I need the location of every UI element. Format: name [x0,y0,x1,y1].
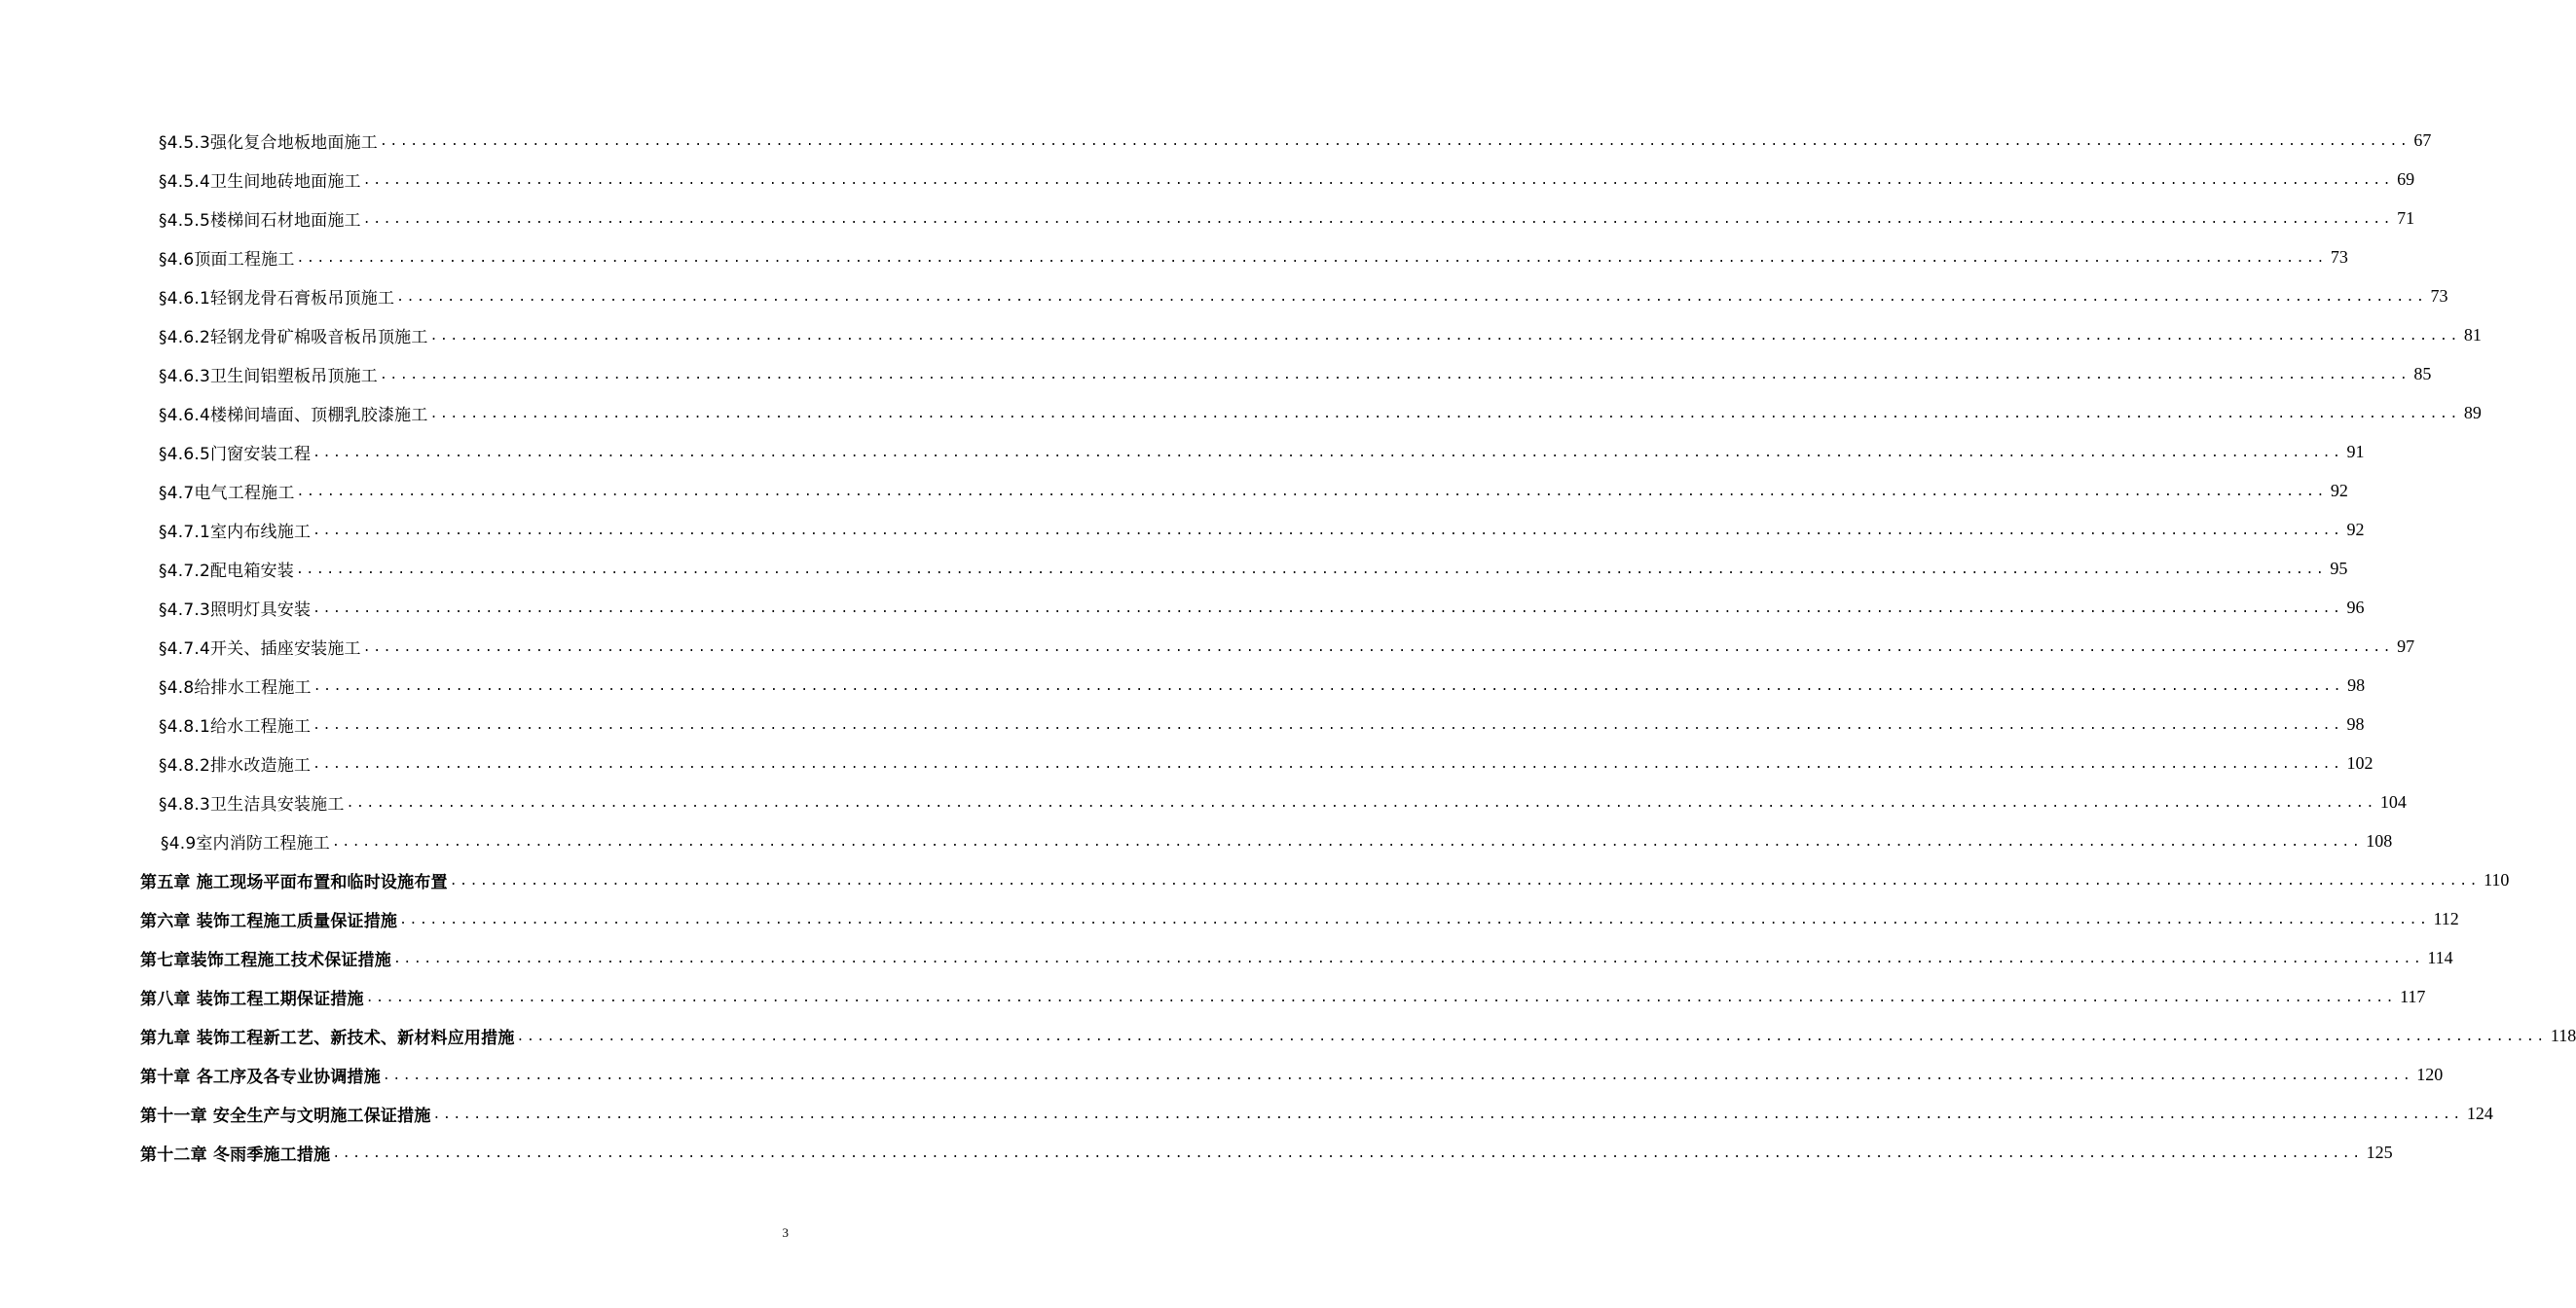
toc-entry-page: 95 [2330,558,2348,578]
toc-entry-title: §4.6.4楼梯间墙面、顶棚乳胶漆施工 [159,405,428,425]
toc-entry-title: 第七章装饰工程施工技术保证措施 [140,950,391,970]
toc-entry-page: 120 [2416,1064,2444,1084]
toc-entry-title: §4.6顶面工程施工 [159,249,295,270]
toc-chapter-entry[interactable] [0,899,2459,938]
toc-entry-page: 89 [2463,402,2482,422]
toc-chapter-entry[interactable] [0,938,2453,977]
toc-entry-page: 108 [2366,830,2393,851]
toc-chapter-entry[interactable] [0,977,2426,1016]
toc-entry-page: 92 [2346,519,2365,539]
table-of-contents [0,121,2576,1172]
toc-dot-leader: ........................................................................................................................................................................................................ [362,172,2394,188]
toc-entry[interactable] [0,121,2432,160]
toc-entry-title: §4.7.3照明灯具安装 [159,600,312,620]
toc-entry-page: 118 [2550,1025,2576,1045]
toc-entry[interactable] [0,588,2365,627]
toc-entry-page: 117 [2400,986,2426,1006]
toc-entry-page: 97 [2397,636,2415,656]
toc-entry-title: §4.6.5门窗安装工程 [159,444,312,464]
toc-entry-page: 98 [2346,713,2365,734]
toc-chapter-entry[interactable] [0,1133,2393,1172]
toc-entry-title: 第六章 装饰工程施工质量保证措施 [140,911,398,931]
toc-entry-title: 第五章 施工现场平面布置和临时设施布置 [140,872,448,892]
toc-dot-leader: ........................................................................................................................................................................................................ [313,717,2343,733]
toc-entry[interactable] [0,315,2482,354]
toc-chapter-entry[interactable] [0,1055,2444,1094]
toc-dot-leader: ........................................................................................................................................................................................................ [396,289,2427,305]
toc-dot-leader: ........................................................................................................................................................................................................ [379,367,2410,382]
toc-dot-leader: ........................................................................................................................................................................................................ [429,328,2460,344]
toc-entry-page: 73 [2330,246,2348,267]
toc-dot-leader: ........................................................................................................................................................................................................ [449,873,2481,889]
toc-entry[interactable] [0,354,2432,393]
toc-entry-page: 81 [2463,324,2482,345]
toc-dot-leader: ........................................................................................................................................................................................................ [332,1145,2363,1161]
toc-entry-title: 第十二章 冬雨季施工措施 [140,1144,331,1165]
toc-dot-leader: ........................................................................................................................................................................................................ [362,639,2394,655]
page-number: 3 [782,1225,789,1240]
toc-dot-leader: ........................................................................................................................................................................................................ [346,795,2376,811]
toc-entry-title: §4.5.5楼梯间石材地面施工 [159,210,361,231]
toc-dot-leader: ........................................................................................................................................................................................................ [379,133,2410,149]
toc-entry[interactable] [0,627,2415,666]
toc-entry-page: 85 [2413,363,2432,383]
toc-entry-page: 71 [2397,207,2415,228]
toc-entry-title: §4.7.4开关、插座安装施工 [159,638,361,659]
toc-entry[interactable] [0,549,2348,588]
toc-entry-page: 125 [2366,1142,2393,1162]
toc-entry-page: 102 [2346,752,2374,773]
toc-entry-title: 第十章 各工序及各专业协调措施 [140,1067,381,1087]
toc-entry-title: 第九章 装饰工程新工艺、新技术、新材料应用措施 [140,1028,515,1048]
toc-entry-title: §4.6.3卫生间铝塑板吊顶施工 [159,366,378,386]
toc-dot-leader: ........................................................................................................................................................................................................ [382,1068,2413,1083]
toc-entry[interactable] [0,276,2448,315]
toc-entry-page: 96 [2346,597,2365,617]
toc-entry-title: §4.6.2轻钢龙骨矿棉吸音板吊顶施工 [159,327,428,347]
toc-entry-title: §4.6.1轻钢龙骨石膏板吊顶施工 [159,288,395,309]
toc-entry-title: 第八章 装饰工程工期保证措施 [140,989,364,1009]
toc-entry[interactable] [0,666,2366,705]
toc-entry-page: 104 [2379,791,2407,812]
toc-entry[interactable] [0,782,2407,821]
toc-entry-title: §4.5.3强化复合地板地面施工 [159,132,378,153]
toc-dot-leader: ........................................................................................................................................................................................................ [429,406,2460,421]
toc-dot-leader: ........................................................................................................................................................................................................ [331,834,2363,850]
toc-entry[interactable] [0,471,2348,510]
toc-chapter-entry[interactable] [0,860,2510,899]
toc-entry-title: §4.9室内消防工程施工 [161,833,330,854]
toc-dot-leader: ........................................................................................................................................................................................................ [313,756,2343,772]
toc-entry[interactable] [0,160,2415,199]
toc-entry-page: 112 [2433,908,2459,928]
toc-dot-leader: ........................................................................................................................................................................................................ [399,912,2430,927]
toc-dot-leader: ........................................................................................................................................................................................................ [296,250,2327,266]
toc-entry-page: 69 [2397,168,2415,189]
toc-entry-page: 67 [2413,129,2432,150]
toc-entry-page: 73 [2430,285,2448,306]
toc-entry-page: 98 [2347,674,2366,695]
toc-entry-page: 124 [2466,1103,2493,1123]
toc-dot-leader: ........................................................................................................................................................................................................ [296,484,2327,499]
toc-entry[interactable] [0,510,2365,549]
toc-dot-leader: ........................................................................................................................................................................................................ [365,990,2397,1005]
toc-entry-title: §4.8.3卫生洁具安装施工 [159,794,345,815]
toc-entry[interactable] [0,705,2365,744]
toc-entry[interactable] [0,821,2393,860]
toc-entry-title: §4.7.1室内布线施工 [159,522,312,542]
toc-entry-title: §4.7.2配电箱安装 [159,561,294,581]
toc-dot-leader: ........................................................................................................................................................................................................ [313,523,2343,538]
toc-dot-leader: ........................................................................................................................................................................................................ [313,445,2343,460]
toc-entry-title: §4.8给排水工程施工 [159,677,312,698]
toc-entry-page: 91 [2346,441,2365,461]
toc-entry-title: §4.8.1给水工程施工 [159,716,312,737]
toc-dot-leader: ........................................................................................................................................................................................................ [295,562,2327,577]
toc-entry-page: 114 [2427,947,2453,967]
toc-entry[interactable] [0,393,2482,432]
toc-dot-leader: ........................................................................................................................................................................................................ [362,211,2394,227]
toc-entry-title: §4.7电气工程施工 [159,483,295,503]
toc-entry-page: 92 [2330,480,2348,500]
toc-chapter-entry[interactable] [0,1094,2493,1133]
toc-entry-title: §4.5.4卫生间地砖地面施工 [159,171,361,192]
toc-entry-title: §4.8.2排水改造施工 [159,755,312,776]
toc-entry[interactable] [0,432,2365,471]
toc-dot-leader: ........................................................................................................................................................................................................ [313,600,2343,616]
toc-dot-leader: ........................................................................................................................................................................................................ [393,951,2424,966]
toc-entry[interactable] [0,237,2348,276]
toc-entry-page: 110 [2484,869,2510,890]
toc-dot-leader: ........................................................................................................................................................................................................ [313,678,2344,694]
toc-entry[interactable] [0,744,2374,782]
toc-dot-leader: ........................................................................................................................................................................................................ [432,1107,2463,1122]
toc-entry[interactable] [0,199,2415,237]
toc-chapter-entry[interactable] [0,1016,2576,1055]
toc-entry-title: 第十一章 安全生产与文明施工保证措施 [140,1106,431,1126]
toc-dot-leader: ........................................................................................................................................................................................................ [516,1029,2547,1044]
